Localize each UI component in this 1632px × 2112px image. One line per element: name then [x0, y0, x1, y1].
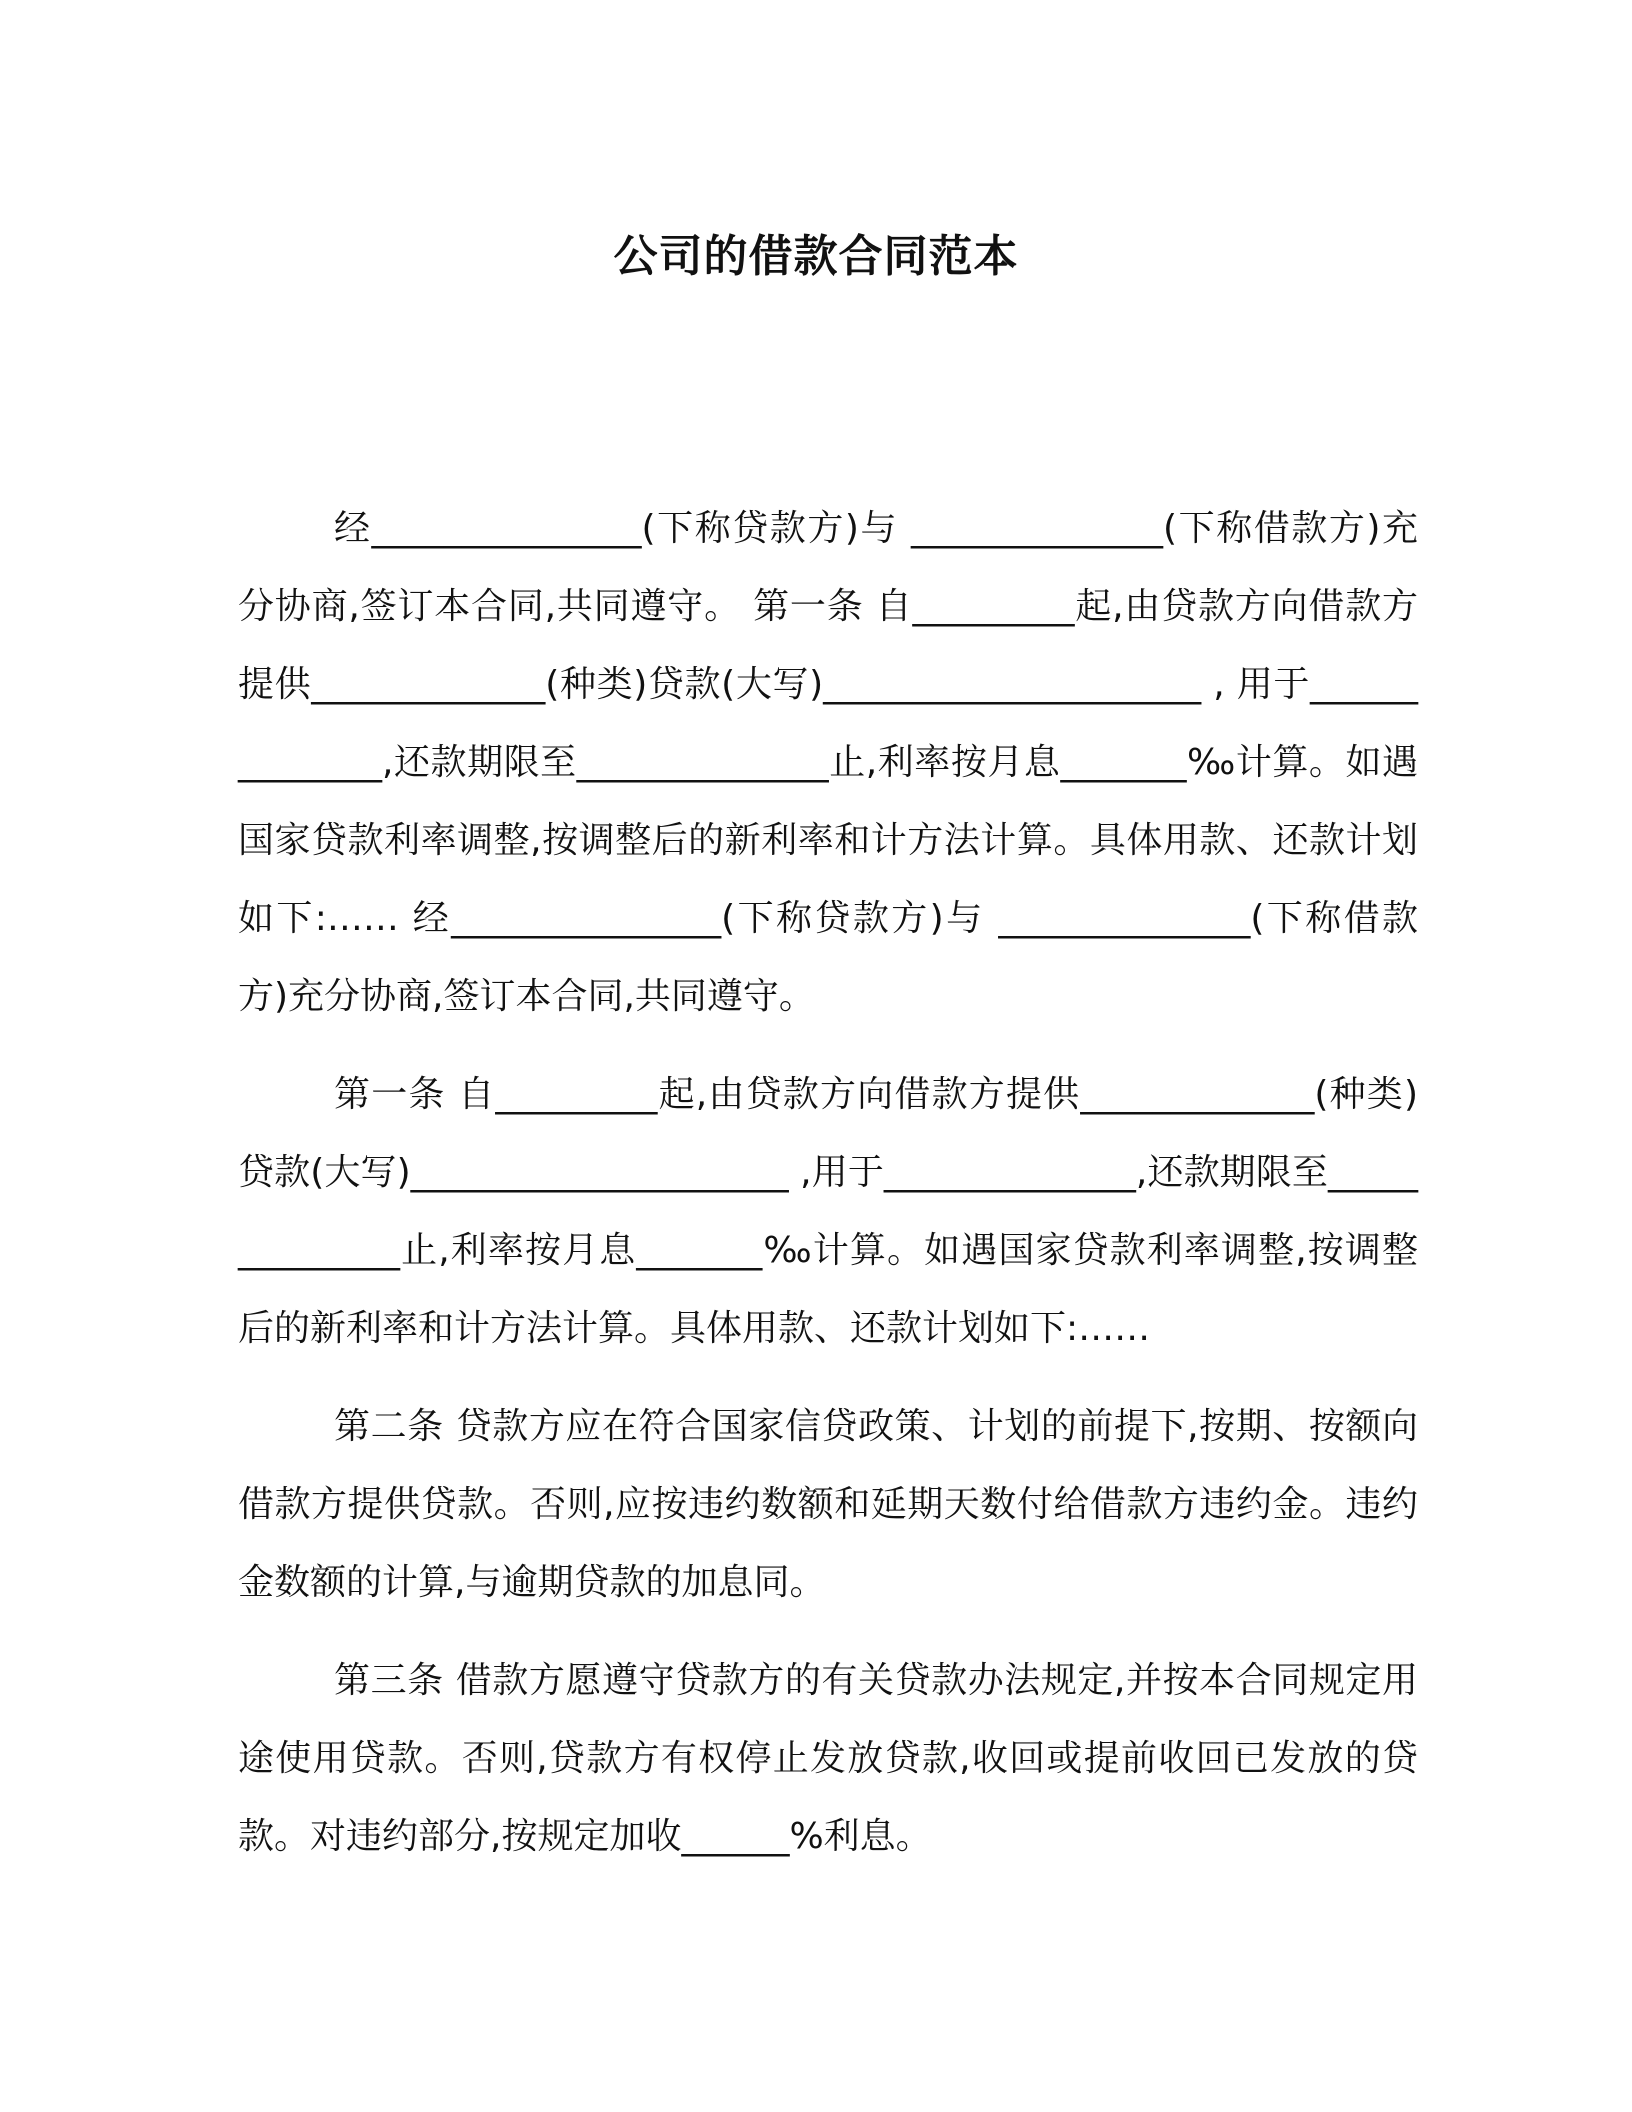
- document-body: [238, 490, 1418, 1896]
- paragraph-article-1: 第一条 自_________起,由贷款方向借款方提供_____________(种类)贷款(大写)_____________________ ,用于______________,还款期限至______________止,利率按月息_______‰计算。如遇国家贷款利率调整,按调整后的新利率和计方法计算。具体用款、还款计划如下:……: [238, 1074, 1418, 1349]
- document-title: 公司的借款合同范本: [613, 231, 1019, 282]
- paragraph-intro: 经_______________(下称贷款方)与 ______________(下称借款方)充分协商,签订本合同,共同遵守。 第一条 自_________起,由贷款方向借款方提供_____________(种类)贷款(大写)_____________________ , 用于______________,还款期限至______________止,利率按月息_______‰计算。如遇国家贷款利率调整,按调整后的新利率和计方法计算。具体用款、还款计划如下:…… 经_______________(下称贷款方)与 ______________(下称借款方)充分协商,签订本合同,共同遵守。: [238, 508, 1418, 1017]
- paragraph-article-2: 第二条 贷款方应在符合国家信贷政策、计划的前提下,按期、按额向借款方提供贷款。否则,应按违约数额和延期天数付给借款方违约金。违约金数额的计算,与逾期贷款的加息同。: [238, 1406, 1418, 1603]
- paragraph-article-3: 第三条 借款方愿遵守贷款方的有关贷款办法规定,并按本合同规定用途使用贷款。否则,贷款方有权停止发放贷款,收回或提前收回已发放的贷款。对违约部分,按规定加收______%利息。: [238, 1660, 1418, 1857]
